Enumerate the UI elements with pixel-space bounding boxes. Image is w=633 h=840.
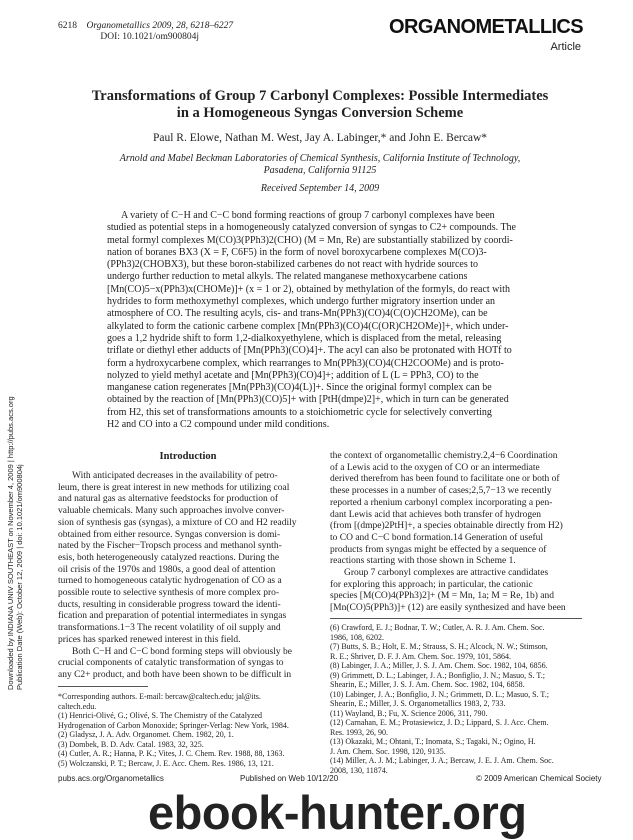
footnote-line: 2008, 130, 11874. <box>330 765 388 775</box>
footnote-rule-right <box>330 618 582 619</box>
footnote-line: *Corresponding authors. E-mail: bercaw@caltech.edu; jal@its. <box>58 692 261 701</box>
body-line: leum, there is great interest in new methods for utilizing coal <box>58 482 290 493</box>
body-line: valuable chemicals. Many such approaches involve conver- <box>58 506 285 517</box>
footnote-rule-left <box>58 686 148 687</box>
title-line: in a Homogeneous Syngas Conversion Scheme <box>176 105 464 121</box>
body-line: prices has sparked renewed interest in this field. <box>58 634 241 645</box>
body-line: Both C−H and C−C bond forming steps will obviously be <box>72 646 292 657</box>
body-line: ducts, resulting in considerable progress toward the identi- <box>58 599 281 610</box>
footnote-line: (14) Miller, A. J. M.; Labinger, J. A.; Bercaw, J. E. J. Am. Chem. Soc. <box>330 756 554 765</box>
title-line: Transformations of Group 7 Carbonyl Complexes: Possible Intermediates <box>91 88 549 104</box>
abstract-line: obtained by the reaction of [Mn(PPh3)(CO)5]+ with [PtH(dmpe)2]+, which in turn can be generated <box>107 394 509 406</box>
left-column-body <box>58 471 318 682</box>
body-line: any C2+ product, and both have been shown to be difficult in <box>58 669 292 680</box>
abstract-line: form a hydroxycarbene complex, which rearranges to Mn(PPh3)(CO)4(CH2COOMe) and is proto- <box>107 357 504 369</box>
abstract-line: H2 and CO into a C2 compound under mild conditions. <box>107 419 330 431</box>
journal-citation: Organometallics 2009, 28, 6218–6227 <box>86 21 234 31</box>
affiliation-line: Pasadena, California 91125 <box>263 165 377 176</box>
abstract-line: undergo further reduction to metal alkyls. The related manganese methoxycarbene cations <box>107 271 468 283</box>
abstract-line: goes a 1,2 hydride shift to form 1,2-dialkoxyethylene, which is displaced from the metal, releasing <box>107 332 502 344</box>
footnote-line: Res. 1993, 26, 90. <box>330 727 388 737</box>
body-line: turned to homogeneous catalytic hydrogenation of CO as a <box>58 576 282 587</box>
abstract-line: from H2, this set of transformations amounts to a stoichiometric cycle for selectively converting <box>107 406 492 418</box>
journal-logo: ORGANOMETALLICS <box>389 16 583 38</box>
author-list: Paul R. Elowe, Nathan M. West, Jay A. Labinger,* and John E. Bercaw* <box>152 132 488 144</box>
footer-copyright: © 2009 American Chemical Society <box>476 774 602 783</box>
body-line: products from syngas might be effected by a sequence of <box>330 544 547 555</box>
abstract-line: alkylated to form the cationic carbene complex [Mn(PPh3)(CO)4(C(OR)CH2OMe)]+, which under- <box>107 320 509 332</box>
body-line: oil crisis of the 1970s and 1980s, a good deal of attention <box>58 564 276 575</box>
watermark: ebook-hunter.org <box>148 786 527 839</box>
body-line: derived therefrom has been found to facilitate one or both of <box>330 474 560 485</box>
page-header <box>58 21 233 43</box>
footnote-line: (13) Okazaki, M.; Ohtani, T.; Inomata, S.; Tagaki, N.; Ogino, H. <box>330 737 536 746</box>
body-line: to CO and C−C bond formation.14 Generation of useful <box>330 532 544 543</box>
footnote-line: (12) Carnahan, E. M.; Protasiewicz, J. D.; Lippard, S. J. Acc. Chem. <box>330 718 549 727</box>
footnote-line: R. E.; Shriver, D. F. J. Am. Chem. Soc. 1979, 101, 5864. <box>330 651 512 661</box>
abstract-line: (PPh3)2(CHOBX3), but these boron-stabilized carbenes do not react with hydride sources to <box>107 259 479 271</box>
footnote-line: (4) Cutler, A. R.; Hanna, P. K.; Vites, J. C. Chem. Rev. 1988, 88, 1363. <box>58 749 285 758</box>
body-line: for exploring this approach; in particular, the cationic <box>330 579 533 590</box>
body-line: obtained from either resource. Syngas conversion is domi- <box>58 529 281 540</box>
abstract-line: atmosphere of CO. The resulting acyls, cis- and trans-Mn(PPh3)(CO)4(C(O)CH2OMe), can be <box>107 308 488 320</box>
footnote-line: (8) Labinger, J. A.; Miller, J. S. J. Am. Chem. Soc. 1982, 104, 6856. <box>330 661 548 670</box>
footnote-line: (5) Wolczanski, P. T.; Bercaw, J. E. Acc. Chem. Res. 1986, 13, 121. <box>58 758 274 768</box>
page-number: 6218 <box>58 21 77 31</box>
sidebar-pubdate-line: Publication Date (Web): October 12, 2009 | doi: 10.1021/om900804j <box>15 464 24 690</box>
abstract-line: hydrides to form methoxymethyl complexes, which undergo further migratory insertion under an <box>107 296 496 308</box>
footnote-line: (2) Gladysz, J. A. Adv. Organomet. Chem. 1982, 20, 1. <box>58 730 234 739</box>
left-footnotes <box>58 692 320 768</box>
footnote-line: (7) Butts, S. B.; Holt, E. M.; Strauss, S. H.; Alcock, N. W.; Stimson, <box>330 642 548 651</box>
body-line: (from [(dmpe)2PtH]+, a species obtainable directly from H2) <box>330 521 563 532</box>
body-line: crucial components of catalytic transformation of syngas to <box>58 658 284 669</box>
footnote-line: Shearin, E.; Miller, J. S. J. Am. Chem. Soc. 1982, 104, 6858. <box>330 680 525 689</box>
footnote-line: (10) Labinger, J. A.; Bonfiglio, J. N.; Grimmett, D. L.; Masuo, S. T.; <box>330 689 549 699</box>
footnote-line: (1) Henrici-Olivé, G.; Olivé, S. The Chemistry of the Catalyzed <box>58 711 263 720</box>
abstract-line: studied as potential steps in a homogeneously catalyzed conversion of syngas to C2+ compounds. The <box>107 222 516 234</box>
download-sidebar <box>6 396 24 690</box>
abstract-line: A variety of C−H and C−C bond forming reactions of group 7 carbonyl complexes have been <box>121 210 495 221</box>
body-line: [Mn(CO)5(PPh3)]+ (12) are easily synthesized and have been <box>330 603 566 614</box>
body-line: nated by the Fischer−Tropsch process and methanol synth- <box>58 541 282 552</box>
body-line: and natural gas as alternative feedstocks for production of <box>58 494 279 505</box>
abstract-line: triflate or diethyl ether adducts of [Mn(PPh3)(CO)4]+. The acyl can also be protonated with HOTf to <box>107 345 512 357</box>
affiliation <box>70 153 570 177</box>
body-line: the context of organometallic chemistry.2,4−6 Coordination <box>330 451 558 461</box>
body-line: species [M(CO)4(PPh3)2]+ (M = Mn, 1a; M = Re, 1b) and <box>330 591 554 602</box>
abstract <box>107 210 573 431</box>
abstract-line: [Mn(CO)5−x(PPh3)x(CHOMe)]+ (x = 1 or 2), obtained by methylation of the formyls, do react with <box>107 283 510 295</box>
body-line: dant Lewis acid that achieves both transfer of hydrogen <box>330 509 542 520</box>
footnote-line: (9) Grimmett, D. L.; Labinger, J. A.; Bonfiglio, J. N.; Masuo, S. T.; <box>330 670 545 680</box>
body-line: these processes in a number of cases;2,5,7−13 we recently <box>330 486 552 497</box>
footer-url: pubs.acs.org/Organometallics <box>58 774 164 783</box>
footer-published: Published on Web 10/12/20 <box>240 774 339 783</box>
article-title <box>70 88 570 122</box>
body-line: With anticipated decreases in the availability of petro- <box>72 471 278 481</box>
body-line: reactions starting with those shown in Scheme 1. <box>330 556 516 567</box>
body-line: of a Lewis acid to the oxygen of CO or an intermediate <box>330 462 540 473</box>
article-type: Article <box>550 41 581 53</box>
footnote-line: Shearin, E.; Miller, J. S. Organometallics 1983, 2, 733. <box>330 699 506 708</box>
abstract-line: nolyzed to yield methyl acetate and [Mn(PPh3)(CO)4]+; addition of L (L = PPh3, CO) to the <box>107 369 479 381</box>
affiliation-line: Arnold and Mabel Beckman Laboratories of Chemical Synthesis, California Institute of Technology, <box>119 153 521 164</box>
abstract-line: metal formyl complexes M(CO)3(PPh3)2(CHO) (M = Mn, Re) are substantially stabilized by coordi- <box>107 234 513 246</box>
right-column-body <box>330 451 582 615</box>
body-line: transformations.1−3 The recent volatility of oil supply and <box>58 623 281 634</box>
body-line: sion of synthesis gas (syngas), a mixture of CO and H2 readily <box>58 517 297 528</box>
doi: DOI: 10.1021/om900804j <box>100 32 200 42</box>
footnote-line: caltech.edu. <box>58 701 97 711</box>
body-line: reported a rhenium carbonyl complex incorporating a pen- <box>330 497 553 508</box>
right-footnotes <box>330 623 582 775</box>
received-date: Received September 14, 2009 <box>260 183 380 194</box>
body-line: esis, both heterogeneously catalyzed reactions. During the <box>58 552 280 563</box>
footnote-line: (3) Dombek, B. D. Adv. Catal. 1983, 32, 325. <box>58 739 204 749</box>
body-line: fication and preparation of potential intermediates in syngas <box>58 611 287 622</box>
footnote-line: Hydrogenation of Carbon Monoxide; Springer-Verlag: New York, 1984. <box>58 720 289 730</box>
abstract-line: nation of boranes BX3 (X = F, C6F5) in the form of novel boroxycarbene complexes M(CO)3- <box>107 246 487 258</box>
body-line: Group 7 carbonyl complexes are attractive candidates <box>344 568 549 579</box>
body-line: possible route to selective synthesis of more complex pro- <box>58 588 280 599</box>
abstract-line: manganese cation regenerates [Mn(PPh3)(CO)4(L)]+. Since the original formyl complex can be <box>107 382 492 394</box>
footnote-line: 1986, 108, 6202. <box>330 632 384 642</box>
footnote-line: (6) Crawford, E. J.; Bodnar, T. W.; Cutler, A. R. J. Am. Chem. Soc. <box>330 623 545 632</box>
footnote-line: J. Am. Chem. Soc. 1998, 120, 9135. <box>330 746 446 756</box>
section-heading: Introduction <box>159 451 217 462</box>
footnote-line: (11) Wayland, B.; Fu, X. Science 2006, 311, 790. <box>330 708 488 718</box>
sidebar-download-line: Downloaded by INDIANA UNIV SOUTHEAST on November 4, 2009 | http://pubs.acs.org <box>6 396 15 690</box>
